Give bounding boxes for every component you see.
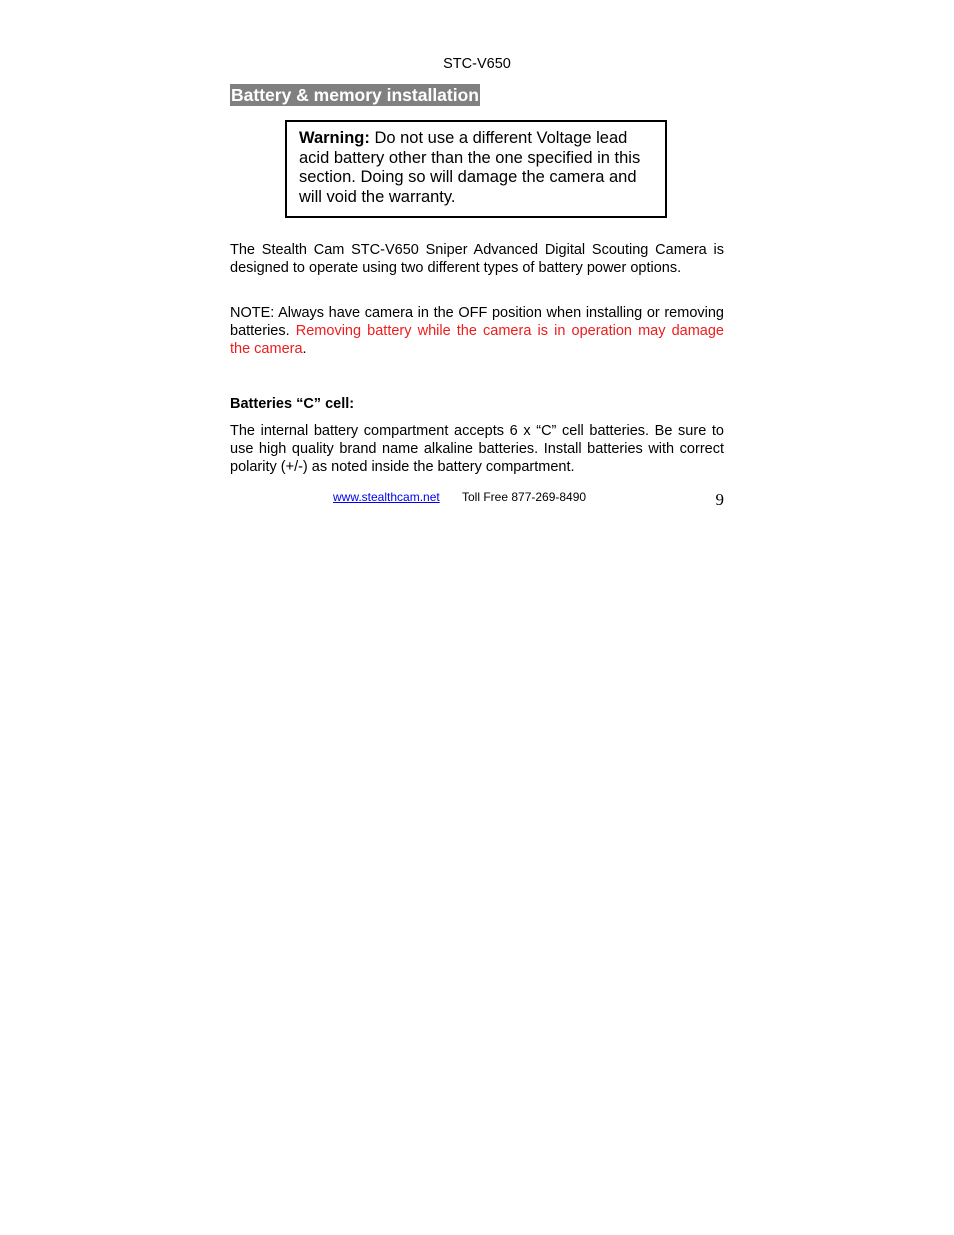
note-text: NOTE: Always have camera in the OFF position when installing or removing batteries.: [230, 305, 724, 339]
section-title: Battery & memory installation: [231, 85, 479, 105]
page-number: 9: [715, 490, 724, 509]
batteries-c-cell-heading: Batteries “C” cell:: [230, 396, 355, 412]
note-suffix: .: [302, 341, 307, 357]
warning-box: [285, 120, 667, 218]
note-paragraph: [230, 304, 724, 358]
page-header-model: STC-V650: [443, 56, 511, 72]
intro-paragraph: The Stealth Cam STC-V650 Sniper Advanced Digital Scouting Camera is designed to operate using two different types of battery power options.: [230, 242, 724, 276]
warning-label: Warning:: [299, 129, 370, 147]
c-cell-paragraph: The internal battery compartment accepts 6 x “C” cell batteries. Be sure to use high quality brand name alkaline batteries. Install batteries with correct polarity (+/-) as noted inside the battery compartment.: [230, 423, 724, 475]
warning-text: Do not use a different Voltage lead acid battery other than the one specified in this section. Doing so will damage the camera and will void the warranty.: [299, 129, 641, 206]
note-warning-text: Removing battery while the camera is in operation may damage the camera: [230, 323, 724, 357]
toll-free-phone: Toll Free 877-269-8490: [462, 490, 587, 504]
website-link[interactable]: www.stealthcam.net: [333, 490, 440, 504]
